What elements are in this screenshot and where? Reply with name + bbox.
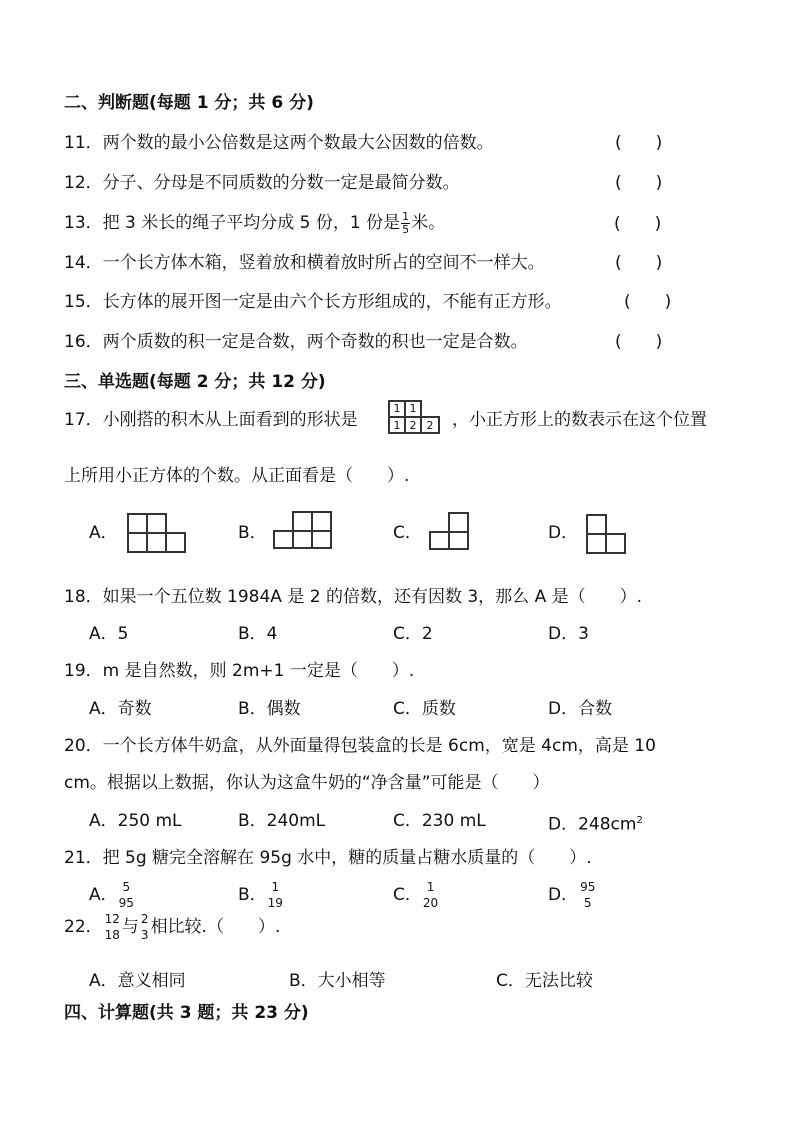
question-17-text-cont: ，小正方形上的数表示在这个位置: [452, 410, 707, 430]
question-20-line1: 20．一个长方体牛奶盒，从外面量得包装盒的长是 6cm，宽是 4cm，高是 10: [64, 736, 656, 756]
option-21-c[interactable]: C． 1 20: [393, 880, 439, 910]
option-17-a-figure[interactable]: [127, 513, 185, 553]
question-21: 21．把 5g 糖完全溶解在 95g 水中，糖的质量占糖水质量的（ ）.: [64, 848, 592, 868]
section-3-heading: 三、单选题(每题 2 分；共 12 分): [64, 372, 326, 392]
question-12: 12．分子、分母是不同质数的分数一定是最简分数。: [64, 173, 460, 193]
option-19-d[interactable]: D．合数: [548, 699, 613, 719]
option-21-b[interactable]: B． 1 19: [238, 880, 283, 910]
option-17-c-figure[interactable]: [429, 512, 469, 550]
option-22-a[interactable]: A．意义相同: [89, 971, 186, 991]
top-view-figure: 1 1 1 2 2: [386, 400, 442, 436]
option-21-d[interactable]: D． 95 5: [548, 880, 596, 910]
question-16: 16．两个质数的积一定是合数，两个奇数的积也一定是合数。: [64, 332, 528, 352]
fraction-one-fifth: $\frac{1}{5}$: [402, 209, 410, 236]
option-17-d-label[interactable]: D．: [548, 523, 579, 543]
option-22-c[interactable]: C．无法比较: [496, 971, 593, 991]
question-17-line2: 上所用小正方体的个数。从正面看是（ ）.: [64, 466, 410, 486]
option-19-a[interactable]: A．奇数: [89, 699, 152, 719]
answer-paren-14[interactable]: ( ): [615, 253, 663, 273]
option-19-b[interactable]: B．偶数: [238, 699, 301, 719]
answer-paren-16[interactable]: ( ): [615, 332, 663, 352]
option-20-d[interactable]: D．$248cm^2$: [548, 814, 643, 835]
question-13: 13．把 3 米长的绳子平均分成 5 份，1 份是 $\frac{1}{5}$ 米。: [64, 209, 446, 236]
section-4-heading: 四、计算题(共 3 题；共 23 分): [64, 1003, 309, 1023]
option-17-a-label[interactable]: A．: [89, 523, 118, 543]
option-18-c[interactable]: C．2: [393, 624, 433, 644]
question-22: 22． 12 18 与 2 3 相比较.（ ）.: [64, 912, 281, 942]
question-17-text: 17．小刚搭的积木从上面看到的形状是: [64, 410, 358, 430]
option-21-a[interactable]: A． 5 95: [89, 880, 134, 910]
question-19: 19．m 是自然数，则 2m+1 一定是（ ）.: [64, 661, 415, 681]
question-15: 15．长方体的展开图一定是由六个长方形组成的，不能有正方形。: [64, 292, 562, 312]
option-17-b-label[interactable]: B．: [238, 523, 267, 543]
option-18-b[interactable]: B．4: [238, 624, 278, 644]
option-19-c[interactable]: C．质数: [393, 699, 456, 719]
option-17-b-figure[interactable]: [273, 511, 331, 549]
option-17-d-figure[interactable]: [586, 514, 626, 554]
option-20-b[interactable]: B．240mL: [238, 811, 326, 831]
question-14: 14．一个长方体木箱，竖着放和横着放时所占的空间不一样大。: [64, 253, 545, 273]
answer-paren-15[interactable]: ( ): [624, 292, 672, 312]
question-11: 11．两个数的最小公倍数是这两个数最大公因数的倍数。: [64, 133, 494, 153]
question-20-line2: cm。根据以上数据，你认为这盒牛奶的“净含量”可能是（ ）: [64, 773, 550, 793]
option-17-c-label[interactable]: C．: [393, 523, 422, 543]
answer-paren-13[interactable]: ( ): [614, 214, 662, 234]
answer-paren-11[interactable]: ( ): [615, 133, 663, 153]
option-18-a[interactable]: A．5: [89, 624, 129, 644]
answer-paren-12[interactable]: ( ): [615, 173, 663, 193]
option-22-b[interactable]: B．大小相等: [289, 971, 386, 991]
option-20-c[interactable]: C．230 mL: [393, 811, 486, 831]
option-20-a[interactable]: A．250 mL: [89, 811, 182, 831]
option-18-d[interactable]: D．3: [548, 624, 589, 644]
question-18: 18．如果一个五位数 1984A 是 2 的倍数，还有因数 3，那么 A 是（ ）.: [64, 587, 643, 607]
section-2-heading: 二、判断题(每题 1 分；共 6 分): [64, 93, 314, 113]
